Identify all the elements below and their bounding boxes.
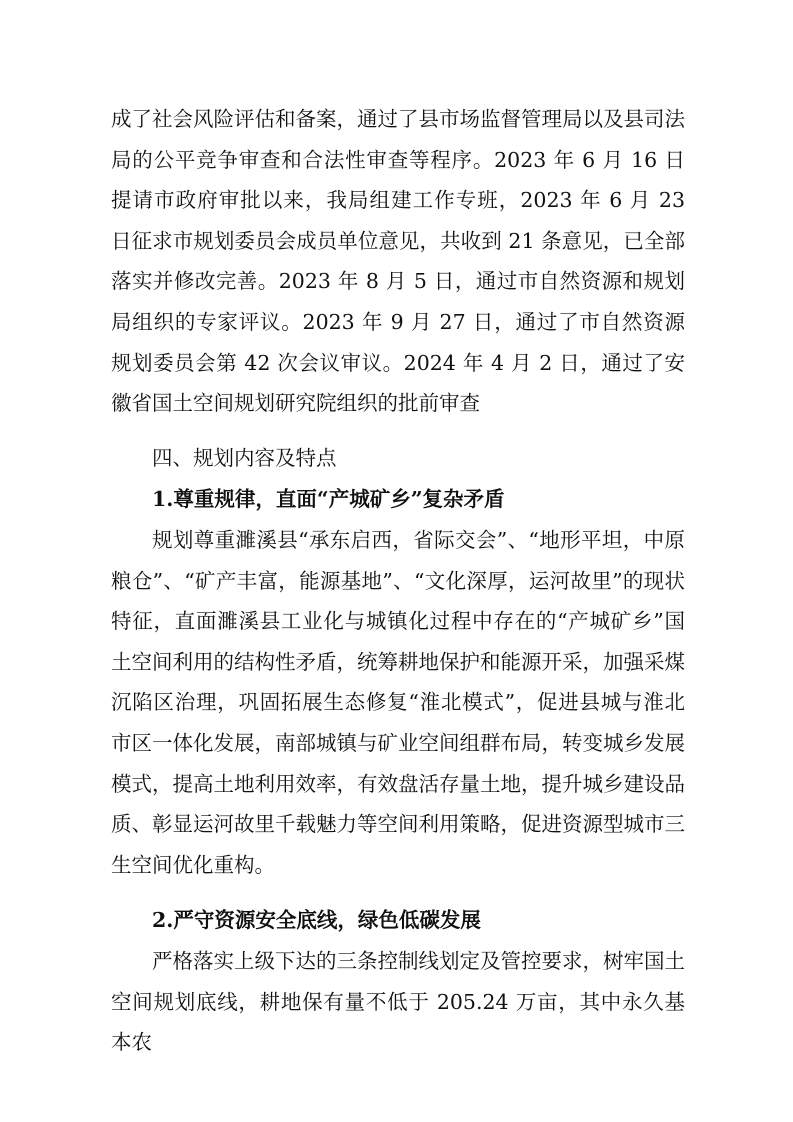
section-heading: 四、规划内容及特点 [152,446,337,470]
subsection-heading-2: 2.严守资源安全底线，绿色低碳发展 [152,908,481,932]
subsection-body-2: 严格落实上级下达的三条控制线划定及管控要求，树牢国土空间规划底线，耕地保有量不低于 205.24 万亩，其中永久基本农 [111,949,685,1055]
continued-paragraph: 成了社会风险评估和备案，通过了县市场监督管理局以及县司法局的公平竞争审查和合法性审查等程序。2023 年 6 月 16 日提请市政府审批以来，我局组建工作专班，2023 年 6 月 23 日征求市规划委员会成员单位意见，共收到 21 条意见，已全部落实并修改完善。2023 年 8 月 5 日，通过市自然资源和规划局组织的专家评议。2023 年 9 月 27 日，通过了市自然资源规划委员会第 42 次会议审议。2024 年 4 月 2 日，通过了安徽省国土空间规划研究院组织的批前审查 [111,107,685,416]
subsection-heading-1: 1.尊重规律，直面“产城矿乡”复杂矛盾 [152,487,505,511]
subsection-body-1: 规划尊重濉溪县“承东启西，省际交会”、“地形平坦，中原粮仓”、“矿产丰富，能源基地”、“文化深厚，运河故里”的现状特征，直面濉溪县工业化与城镇化过程中存在的“产城矿乡”国土空间利用的结构性矛盾，统筹耕地保护和能源开采，加强采煤沉陷区治理，巩固拓展生态修复“淮北模式”，促进县城与淮北市区一体化发展，南部城镇与矿业空间组群布局，转变城乡发展模式，提高土地利用效率，有效盘活存量土地，提升城乡建设品质、彰显运河故里千载魅力等空间利用策略，促进资源型城市三生空间优化重构。 [111,528,685,877]
